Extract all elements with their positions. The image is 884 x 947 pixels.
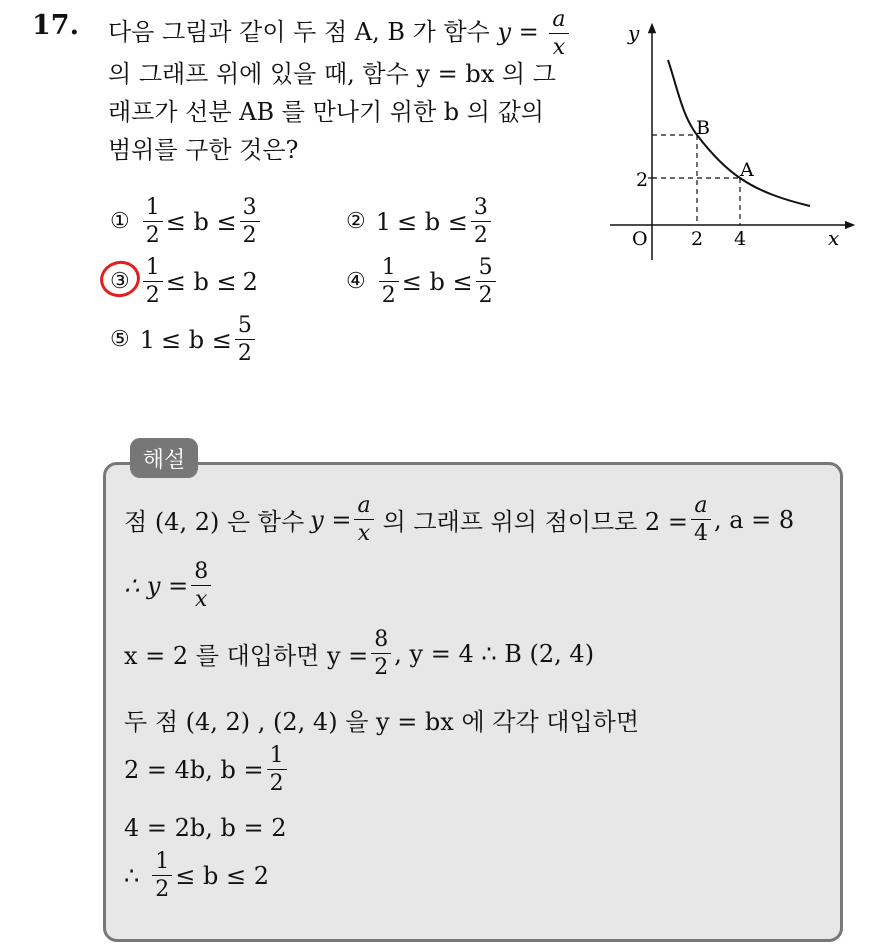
choice-right-fraction (235, 314, 255, 365)
fraction-numerator: a (549, 8, 568, 34)
x-tick-4: 4 (734, 228, 747, 250)
denominator: 2 (473, 223, 488, 249)
choice-4[interactable] (346, 256, 499, 307)
denominator: 2 (381, 283, 396, 309)
fraction (691, 494, 711, 545)
choice-range: ≤ b ≤ (401, 267, 473, 296)
choice-5[interactable] (110, 314, 258, 365)
denominator: 2 (145, 223, 160, 249)
text: ∴ (124, 861, 140, 890)
numerator: 3 (471, 196, 491, 222)
text: x = 2 를 대입하면 y = (124, 642, 369, 671)
solution-line-5 (124, 744, 290, 795)
text: y = (310, 505, 352, 534)
numerator: 8 (371, 628, 391, 654)
question-number: 17. (32, 10, 79, 41)
numerator: 1 (267, 744, 287, 770)
choice-range: ≤ b ≤ (165, 267, 237, 296)
point-a-label: A (740, 159, 754, 181)
choice-right-fraction (476, 256, 496, 307)
solution-line-4: 두 점 (4, 2) , (2, 4) 을 y = bx 에 각각 대입하면 (124, 708, 639, 736)
text: 점 (4, 2) 은 함수 (124, 508, 305, 537)
solution-line-3 (124, 628, 594, 679)
solution-tab: 해설 (130, 438, 198, 478)
choice-mark: ④ (346, 269, 366, 295)
function-graph (600, 20, 860, 270)
solution-line-2 (124, 560, 214, 611)
choice-right-fraction (240, 196, 260, 247)
denominator: 4 (693, 521, 708, 547)
denominator: 2 (269, 771, 284, 797)
numerator: a (354, 494, 373, 520)
choice-right-fraction (471, 196, 491, 247)
numerator: 1 (152, 850, 172, 876)
text: 의 그래프 위의 점이므로 2 = (382, 508, 688, 537)
choice-left-fraction (143, 256, 163, 307)
denominator: x (357, 521, 371, 547)
choice-right: 2 (242, 267, 258, 296)
numerator: 5 (476, 256, 496, 282)
choice-left-fraction (379, 256, 399, 307)
numerator: 1 (379, 256, 399, 282)
question-text-1: 다음 그림과 같이 두 점 A, B 가 함수 (108, 18, 490, 47)
text: , y = 4 ∴ B (2, 4) (394, 639, 595, 668)
denominator: 2 (155, 877, 170, 903)
numerator: 8 (191, 560, 211, 586)
denominator: x (194, 587, 208, 613)
choice-left: 1 (139, 325, 156, 354)
choice-1[interactable] (110, 196, 263, 247)
point-b-label: B (696, 117, 710, 139)
origin-label: O (632, 228, 648, 250)
choice-mark: ⑤ (110, 327, 130, 353)
choice-2[interactable] (346, 196, 494, 247)
numerator: 1 (143, 256, 163, 282)
denominator: 2 (237, 341, 252, 367)
x-axis-label: x (828, 226, 840, 250)
fraction-a-over-x (549, 8, 568, 59)
x-tick-2: 2 (691, 228, 704, 250)
fraction (354, 494, 373, 545)
choice-range: ≤ b ≤ (161, 325, 232, 354)
text: ∴ y = (124, 571, 189, 600)
numerator: 1 (143, 196, 163, 222)
question-line-4: 범위를 구한 것은? (108, 136, 299, 164)
numerator: 3 (240, 196, 260, 222)
fraction (371, 628, 391, 679)
text: , a = 8 (713, 505, 795, 534)
y-axis-label: y (628, 21, 640, 45)
choice-mark: ① (110, 209, 130, 235)
denominator: 2 (145, 283, 160, 309)
solution-line-1 (124, 494, 794, 545)
denominator: 2 (374, 655, 389, 681)
fraction-denominator: x (552, 35, 566, 61)
choice-range: ≤ b ≤ (397, 207, 468, 236)
solution-line-7 (124, 850, 269, 901)
denominator: 2 (478, 283, 493, 309)
fraction (152, 850, 172, 901)
text: ≤ b ≤ 2 (175, 861, 270, 890)
question-line-1 (108, 8, 572, 59)
hyperbola-curve (668, 60, 810, 206)
numerator: a (691, 494, 710, 520)
denominator: 2 (242, 223, 257, 249)
question-line-3: 래프가 선분 AB 를 만나기 위한 b 의 값의 (108, 98, 544, 126)
fraction (267, 744, 287, 795)
choice-left-fraction (143, 196, 163, 247)
fraction (191, 560, 211, 611)
numerator: 5 (235, 314, 255, 340)
choice-mark: ③ (110, 269, 130, 295)
choice-range: ≤ b ≤ (165, 207, 237, 236)
text: 2 = 4b, b = (124, 755, 264, 784)
function-y-eq: y = (497, 18, 539, 47)
question-line-2: 의 그래프 위에 있을 때, 함수 y = bx 의 그 (108, 60, 556, 88)
solution-line-6: 4 = 2b, b = 2 (124, 814, 287, 842)
choice-mark: ② (346, 209, 366, 235)
choice-left: 1 (375, 207, 392, 236)
y-tick-2: 2 (636, 169, 649, 191)
